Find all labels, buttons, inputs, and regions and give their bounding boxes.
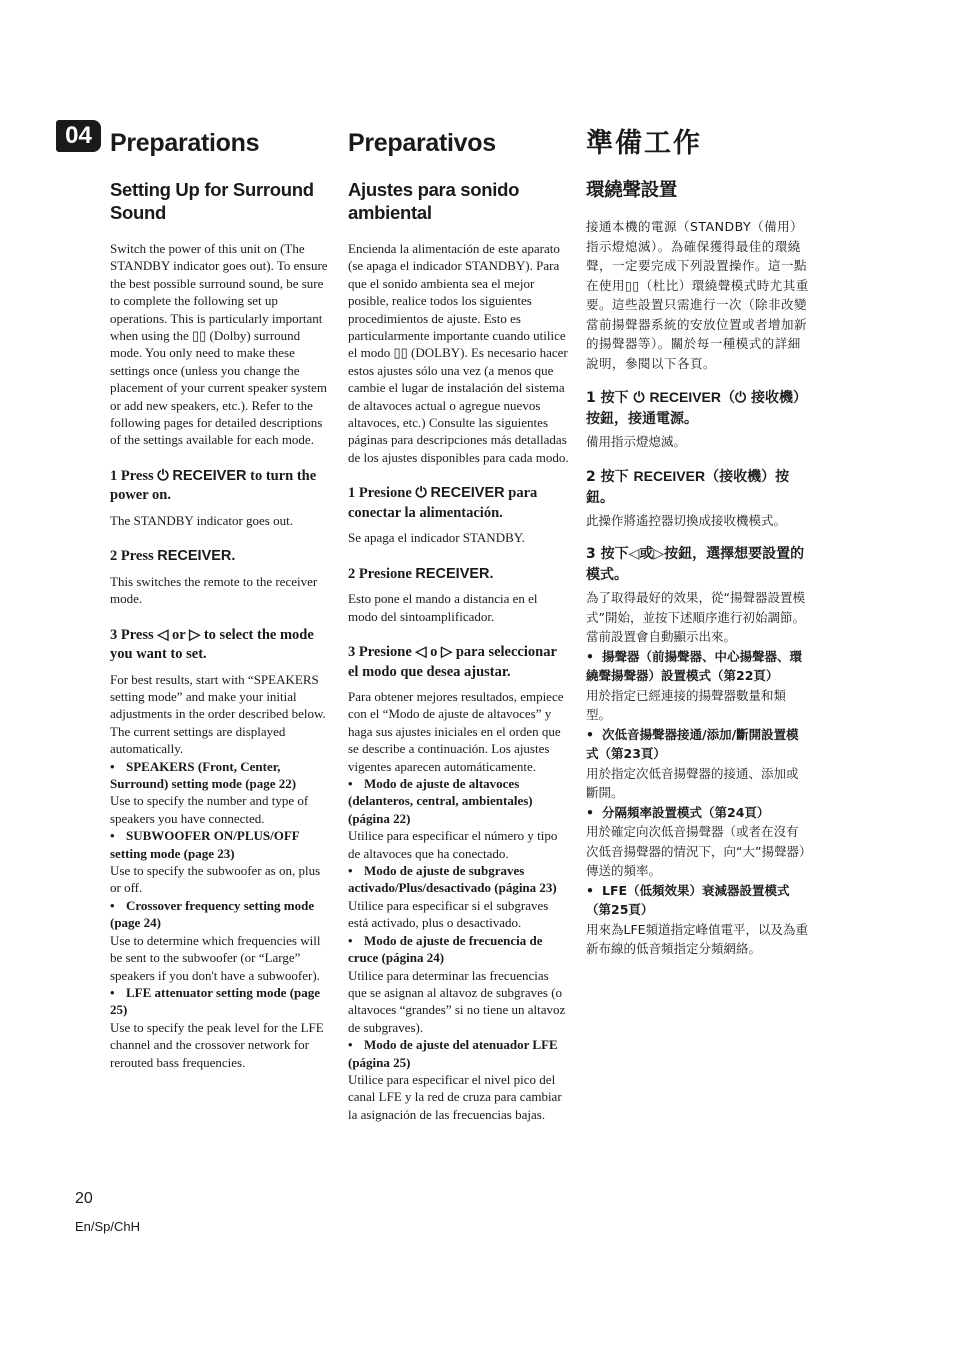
bullet-title: • 分隔頻率設置模式（第24頁）: [586, 804, 770, 820]
page-title: Preparativos: [348, 129, 496, 157]
bullet-text: Use to specify the number and type of speakers you have connected.: [110, 793, 309, 826]
intro-paragraph: 接通本機的電源（STANDBY（備用）指示燈熄滅）。為確保獲得最佳的環繞聲，一定要完成下列設置操作。這一點在使用▯▯（杜比）環繞聲模式時尤其重要。這些設置只需進行一次（除非改變當前揚聲器系統的安放位置或者增加新的揚聲器等）。關於每一種模式的詳細說明，參閱以下各頁。: [586, 219, 809, 371]
step-1-title: 1 Presione ⏻ RECEIVER para conectar la alimentación.: [348, 485, 538, 521]
page-title: Preparations: [110, 129, 260, 157]
step-3-title: 3 按下◁或▷按鈕，選擇想要設置的模式。: [586, 546, 805, 583]
bullet-title: • SUBWOOFER ON/PLUS/OFF setting mode (page 23): [110, 828, 300, 861]
bullet-text: 用於確定向次低音揚聲器（或者在沒有次低音揚聲器的情況下，向“大”揚聲器）傳送的頻率。: [586, 824, 806, 878]
bullet-text: Use to specify the peak level for the LFE channel and the crossover network for rerouted bass frequencies.: [110, 1019, 324, 1070]
step-1-title: 1 Press ⏻ RECEIVER to turn the power on.: [110, 467, 317, 504]
section-title: 環繞聲設置: [586, 179, 678, 200]
chinese-column: [586, 118, 810, 959]
step-1-title: 1 按下 ⏻ RECEIVER（⏻ 接收機）按鈕，接通電源。: [586, 389, 807, 427]
step-3-title: 3 Presione ◁ o ▷ para seleccionar el modo que desea ajustar.: [348, 644, 557, 680]
step-3-text: 為了取得最好的效果，從“揚聲器設置模式”開始，並按下述順序進行初始調節。當前設置會自動顯示出來。: [586, 590, 805, 644]
bullet-title: • 次低音揚聲器接通/添加/斷開設置模式（第23頁）: [586, 726, 799, 761]
bullet-title: • 揚聲器（前揚聲器、中心揚聲器、環繞聲揚聲器）設置模式（第22頁）: [586, 648, 803, 683]
section-title: Setting Up for Surround Sound: [110, 179, 314, 223]
step-2-text: Esto pone el mando a distancia en el modo del sintoamplificador.: [348, 591, 538, 624]
bullet-title: • Crossover frequency setting mode (page 24): [110, 897, 315, 931]
bullet-text: Utilice para especificar el número y tipo de altavoces que ha conectado.: [348, 828, 558, 861]
page-number: 20: [75, 1190, 93, 1207]
step-3-text: Para obtener mejores resultados, empiece con el “Modo de ajuste de altavoces” y haga sus ajustes iniciales en el orden que se describe a continuación. Los ajustes vigentes aparecen automáticamente.: [348, 689, 564, 774]
bullet-title: • LFE attenuator setting mode (page 25): [110, 984, 321, 1018]
bullet-text: Utilice para determinar las frecuencias que se asignan al altavoz de subgraves (o altavoces “grandes” si no tiene un altavoz de subgraves).: [348, 967, 566, 1035]
bullet-text: Use to specify the subwoofer as on, plus or off.: [110, 863, 321, 896]
bullet-title: • LFE（低頻效果）衰減器設置模式（第25頁）: [586, 882, 790, 917]
spanish-column: [348, 118, 570, 1123]
step-3-title: 3 Press ◁ or ▷ to select the mode you want to set.: [110, 626, 314, 663]
step-2-text: 此操作將遙控器切換成接收機模式。: [586, 512, 787, 528]
bullet-title: • Modo de ajuste de subgraves activado/Plus/desactivado (página 23): [348, 863, 557, 896]
language-codes: En/Sp/ChH: [75, 1219, 141, 1234]
page-title: 準備工作: [586, 128, 702, 158]
bullet-title: • Modo de ajuste de frecuencia de cruce (página 24): [348, 932, 543, 966]
step-2-title: 2 Presione RECEIVER.: [348, 565, 494, 582]
intro-paragraph: Encienda la alimentación de este aparato (se apaga el indicador STANDBY). Para que el sonido ambienta sea el mejor posible, realice todos los siguientes procedimientos de ajuste. Esto es particularmente importante cuando utilice el modo ▯▯ (DOLBY). Es necesario hacer estos ajustes sólo una vez (a menos que cambie el lugar de instalación del sistema de altavoces actual o agregue nuevos altavoces, etc.) Consulte las siguientes páginas para descripciones más detalladas de los ajustes disponibles para cada modo.: [348, 241, 569, 465]
bullet-text: 用於指定已經連接的揚聲器數量和類型。: [586, 687, 787, 722]
bullet-text: 用於指定次低音揚聲器的接通、添加或斷開。: [586, 765, 799, 800]
intro-paragraph: Switch the power of this unit on (The STANDBY indicator goes out). To ensure the best possible surround sound, be sure to complete the following set up operations. This is particularly important when using the ▯▯ (Dolby) surround mode. You only need to make these settings once (unless you change the placement of your current speaker system or add new speakers, etc.). Refer to the following pages for detailed descriptions of the settings available for each mode.: [110, 241, 328, 448]
step-2-title: 2 按下 RECEIVER（接收機）按鈕。: [586, 467, 790, 506]
step-2-title: 2 Press RECEIVER.: [110, 548, 236, 565]
english-column: [110, 118, 332, 1071]
step-1-text: The STANDBY indicator goes out.: [110, 512, 293, 528]
bullet-title: • Modo de ajuste del atenuador LFE (página 25): [348, 1037, 558, 1070]
bullet-text: Utilice para especificar si el subgraves está activado, plus o desactivado.: [348, 897, 549, 931]
step-1-text: Se apaga el indicador STANDBY.: [348, 530, 525, 546]
bullet-text: 用來為LFE頻道指定峰值電平，以及為重新布線的低音頻指定分頻網絡。: [586, 921, 809, 956]
step-3-text: For best results, start with “SPEAKERS setting mode” and make your initial adjustments in the order described below. The current settings are displayed automatically.: [110, 671, 326, 757]
bullet-text: Use to determine which frequencies will be sent to the subwoofer (or “Large” speakers if you don't have a subwoofer).: [110, 932, 321, 983]
step-1-text: 備用指示燈熄滅。: [586, 434, 687, 449]
section-title: Ajustes para sonido ambiental: [348, 179, 520, 223]
step-2-text: This switches the remote to the receiver mode.: [110, 573, 318, 607]
bullet-title: • SPEAKERS (Front, Center, Surround) setting mode (page 22): [110, 758, 297, 792]
bullet-text: Utilice para especificar el nivel pico del canal LFE y la red de cruza para cambiar la asignación de las frecuencias bajas.: [348, 1071, 562, 1122]
chapter-badge: 04: [56, 120, 101, 152]
bullet-title: • Modo de ajuste de altavoces (delanteros, central, ambientales) (página 22): [348, 776, 533, 826]
